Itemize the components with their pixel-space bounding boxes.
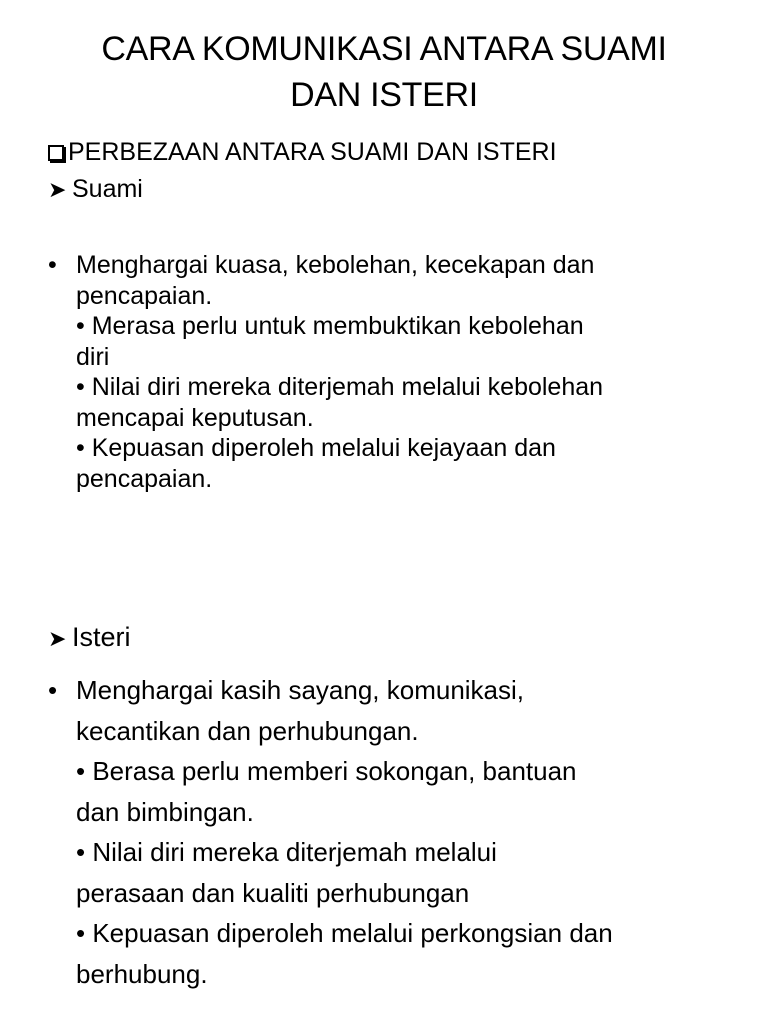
bullet-dot: • (48, 675, 58, 705)
suami-line-7: • Kepuasan diperoleh melalui kejayaan dan (76, 434, 556, 462)
isteri-line-3: • Berasa perlu memberi sokongan, bantuan (76, 756, 577, 786)
checkbox-square-icon (48, 145, 64, 161)
isteri-heading: Isteri (72, 622, 131, 652)
title-line-1: CARA KOMUNIKASI ANTARA SUAMI (101, 30, 667, 68)
section-heading-row (48, 136, 557, 168)
isteri-heading-row (48, 620, 131, 656)
suami-line-8: pencapaian. (76, 464, 213, 493)
title-line-2: DAN ISTERI (290, 76, 478, 114)
suami-line-4: diri (76, 342, 110, 371)
isteri-list-item (48, 670, 738, 994)
suami-line-2: pencapaian. (76, 281, 213, 310)
isteri-line-6: perasaan dan kualiti perhubungan (76, 877, 470, 908)
arrowhead-right-icon: ➤ (48, 177, 67, 202)
suami-line-3: • Merasa perlu untuk membuktikan kebolehan (76, 312, 584, 340)
suami-line-1: Menghargai kuasa, kebolehan, kecekapan dan (76, 251, 595, 279)
page-title (40, 26, 728, 118)
isteri-line-2: kecantikan dan perhubungan. (76, 715, 419, 746)
suami-heading-row (48, 173, 143, 206)
isteri-line-5: • Nilai diri mereka diterjemah melalui (76, 837, 497, 867)
isteri-line-8: berhubung. (76, 958, 208, 989)
isteri-line-1: Menghargai kasih sayang, komunikasi, (76, 675, 525, 705)
isteri-line-7: • Kepuasan diperoleh melalui perkongsian dan (76, 918, 613, 948)
suami-line-5: • Nilai diri mereka diterjemah melalui kebolehan (76, 373, 604, 401)
suami-list (48, 250, 728, 494)
isteri-line-4: dan bimbingan. (76, 796, 254, 827)
arrowhead-right-icon: ➤ (48, 626, 67, 651)
suami-line-6: mencapai keputusan. (76, 403, 314, 432)
isteri-list (48, 670, 738, 994)
section-heading: PERBEZAAN ANTARA SUAMI DAN ISTERI (68, 138, 557, 166)
suami-heading: Suami (72, 175, 143, 203)
suami-list-item (48, 250, 728, 494)
bullet-dot: • (48, 251, 57, 279)
